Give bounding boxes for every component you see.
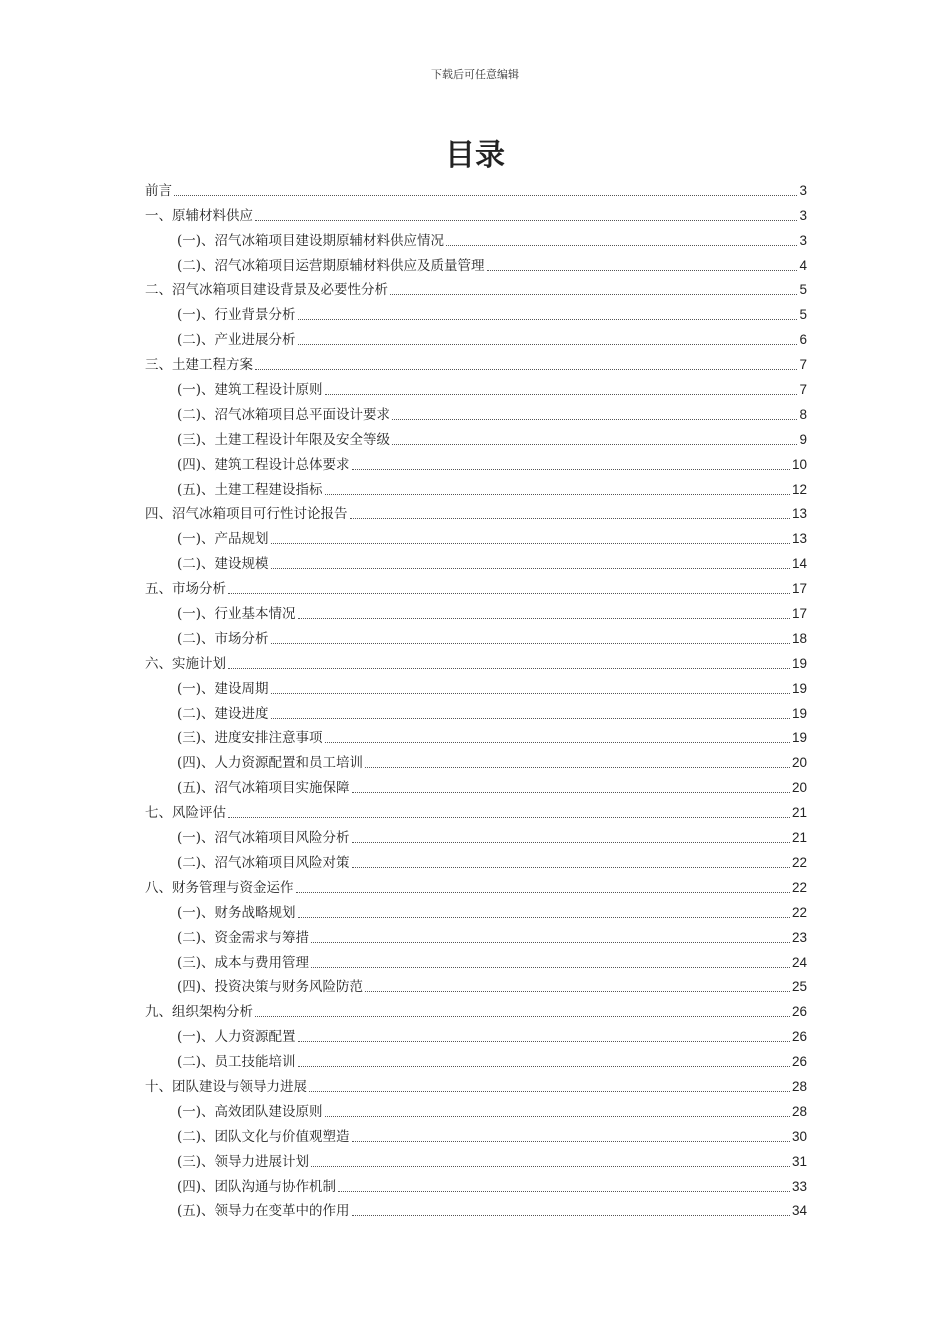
toc-entry[interactable] — [145, 1146, 807, 1171]
toc-entry[interactable] — [145, 349, 807, 374]
toc-entry-page: 6 — [799, 332, 807, 348]
toc-entry-title: (五)、沼气冰箱项目实施保障 — [177, 780, 350, 797]
toc-leader-dots — [365, 766, 790, 768]
toc-leader-dots — [311, 941, 790, 943]
toc-leader-dots — [298, 343, 798, 345]
toc-entry-title: (二)、员工技能培训 — [177, 1054, 296, 1071]
toc-entry[interactable] — [145, 1171, 807, 1196]
toc-entry-page: 5 — [799, 307, 807, 323]
toc-leader-dots — [390, 293, 797, 295]
toc-leader-dots — [228, 592, 790, 594]
toc-entry-page: 28 — [791, 1103, 807, 1119]
toc-leader-dots — [298, 1065, 790, 1067]
toc-entry-title: 四、沼气冰箱项目可行性讨论报告 — [145, 506, 348, 523]
toc-entry[interactable] — [145, 250, 807, 275]
toc-entry[interactable] — [145, 225, 807, 250]
toc-entry-title: (一)、沼气冰箱项目风险分析 — [177, 830, 350, 847]
toc-entry-title: (一)、建设周期 — [177, 680, 269, 697]
toc-leader-dots — [365, 990, 790, 992]
toc-entry-page: 7 — [799, 357, 807, 373]
toc-entry-page: 8 — [799, 406, 807, 422]
toc-entry[interactable] — [145, 523, 807, 548]
toc-leader-dots — [298, 617, 790, 619]
toc-leader-dots — [325, 393, 798, 395]
toc-entry-title: (三)、成本与费用管理 — [177, 954, 310, 971]
toc-entry[interactable] — [145, 598, 807, 623]
toc-entry[interactable] — [145, 1096, 807, 1121]
toc-entry-title: 六、实施计划 — [145, 655, 226, 672]
toc-leader-dots — [296, 891, 790, 893]
toc-entry[interactable] — [145, 623, 807, 648]
toc-entry-title: 九、组织架构分析 — [145, 1004, 253, 1021]
toc-leader-dots — [325, 493, 790, 495]
page-header: 下载后可任意编辑 — [431, 68, 519, 81]
toc-leader-dots — [392, 418, 797, 420]
toc-entry-title: (二)、市场分析 — [177, 630, 269, 647]
toc-leader-dots — [228, 667, 790, 669]
toc-entry-page: 24 — [791, 954, 807, 970]
toc-entry-title: (二)、资金需求与筹措 — [177, 929, 310, 946]
toc-leader-dots — [311, 966, 790, 968]
toc-entry-page: 13 — [791, 531, 807, 547]
toc-entry[interactable] — [145, 1046, 807, 1071]
toc-entry[interactable] — [145, 548, 807, 573]
toc-entry-title: 三、土建工程方案 — [145, 357, 253, 374]
toc-entry[interactable] — [145, 200, 807, 225]
toc-leader-dots — [446, 244, 797, 246]
toc-leader-dots — [309, 1090, 790, 1092]
toc-entry-page: 3 — [799, 182, 807, 198]
toc-entry-title: (四)、人力资源配置和员工培训 — [177, 755, 364, 772]
toc-entry[interactable] — [145, 399, 807, 424]
toc-entry-page: 20 — [791, 780, 807, 796]
toc-entry-page: 26 — [791, 1029, 807, 1045]
toc-entry[interactable] — [145, 922, 807, 947]
toc-entry-title: (一)、行业基本情况 — [177, 606, 296, 623]
toc-entry[interactable] — [145, 972, 807, 997]
toc-entry-title: 七、风险评估 — [145, 805, 226, 822]
toc-leader-dots — [352, 468, 790, 470]
toc-entry-title: (三)、土建工程设计年限及安全等级 — [177, 431, 391, 448]
toc-leader-dots — [271, 567, 790, 569]
toc-leader-dots — [255, 1015, 790, 1017]
toc-entry-page: 14 — [791, 556, 807, 572]
toc-entry-page: 10 — [791, 456, 807, 472]
toc-entry-title: (二)、建设进度 — [177, 705, 269, 722]
toc-entry-page: 33 — [791, 1178, 807, 1194]
toc-entry[interactable] — [145, 872, 807, 897]
toc-entry-title: (五)、土建工程建设指标 — [177, 481, 323, 498]
toc-entry-page: 3 — [799, 207, 807, 223]
toc-entry-page: 22 — [791, 879, 807, 895]
toc-entry[interactable] — [145, 449, 807, 474]
toc-entry[interactable] — [145, 673, 807, 698]
toc-leader-dots — [325, 741, 790, 743]
toc-leader-dots — [255, 368, 797, 370]
toc-entry-page: 12 — [791, 481, 807, 497]
toc-entry-title: (一)、人力资源配置 — [177, 1029, 296, 1046]
page-title: 目录 — [445, 138, 505, 173]
toc-entry-page: 13 — [791, 506, 807, 522]
toc-entry-page: 28 — [791, 1078, 807, 1094]
toc-entry-title: 八、财务管理与资金运作 — [145, 879, 294, 896]
toc-leader-dots — [352, 1140, 790, 1142]
toc-entry-title: (三)、领导力进展计划 — [177, 1153, 310, 1170]
table-of-contents — [145, 175, 807, 1220]
toc-entry[interactable] — [145, 374, 807, 399]
toc-entry[interactable] — [145, 822, 807, 847]
toc-leader-dots — [271, 717, 790, 719]
toc-leader-dots — [338, 1190, 790, 1192]
toc-entry-page: 5 — [799, 282, 807, 298]
toc-leader-dots — [392, 443, 797, 445]
toc-entry[interactable] — [145, 1196, 807, 1221]
toc-entry-page: 20 — [791, 755, 807, 771]
toc-entry-page: 17 — [791, 606, 807, 622]
toc-entry[interactable] — [145, 847, 807, 872]
toc-entry[interactable] — [145, 1071, 807, 1096]
toc-entry-title: (二)、沼气冰箱项目总平面设计要求 — [177, 406, 391, 423]
toc-entry[interactable] — [145, 897, 807, 922]
toc-entry-title: (三)、进度安排注意事项 — [177, 730, 323, 747]
toc-entry-page: 9 — [799, 431, 807, 447]
toc-entry[interactable] — [145, 648, 807, 673]
toc-entry-title: (二)、产业进展分析 — [177, 332, 296, 349]
toc-entry-page: 21 — [791, 805, 807, 821]
toc-entry-page: 19 — [791, 655, 807, 671]
toc-leader-dots — [352, 866, 790, 868]
toc-entry-page: 22 — [791, 904, 807, 920]
toc-leader-dots — [298, 318, 798, 320]
toc-leader-dots — [271, 642, 790, 644]
toc-entry-title: 前言 — [145, 182, 172, 199]
toc-entry-page: 3 — [799, 232, 807, 248]
toc-entry-title: 十、团队建设与领导力进展 — [145, 1078, 307, 1095]
toc-entry-page: 19 — [791, 730, 807, 746]
toc-leader-dots — [311, 1165, 790, 1167]
toc-entry-title: (一)、行业背景分析 — [177, 307, 296, 324]
toc-entry-title: (一)、建筑工程设计原则 — [177, 382, 323, 399]
toc-entry-page: 34 — [791, 1203, 807, 1219]
toc-leader-dots — [487, 269, 798, 271]
toc-entry-page: 23 — [791, 929, 807, 945]
toc-entry-title: (二)、团队文化与价值观塑造 — [177, 1128, 350, 1145]
toc-entry-page: 18 — [791, 630, 807, 646]
toc-entry-title: (一)、产品规划 — [177, 531, 269, 548]
toc-entry-title: (四)、团队沟通与协作机制 — [177, 1178, 337, 1195]
toc-entry-page: 26 — [791, 1004, 807, 1020]
toc-entry-title: (五)、领导力在变革中的作用 — [177, 1203, 350, 1220]
toc-leader-dots — [271, 542, 790, 544]
toc-entry-page: 31 — [791, 1153, 807, 1169]
toc-entry-title: (二)、沼气冰箱项目风险对策 — [177, 854, 350, 871]
toc-entry[interactable] — [145, 772, 807, 797]
toc-entry-page: 17 — [791, 581, 807, 597]
toc-entry-page: 26 — [791, 1054, 807, 1070]
toc-entry-page: 19 — [791, 705, 807, 721]
toc-leader-dots — [352, 791, 790, 793]
toc-entry[interactable] — [145, 299, 807, 324]
toc-entry-title: (一)、财务战略规划 — [177, 904, 296, 921]
toc-entry-page: 19 — [791, 680, 807, 696]
toc-entry[interactable] — [145, 723, 807, 748]
toc-leader-dots — [298, 916, 790, 918]
toc-entry-title: 五、市场分析 — [145, 581, 226, 598]
toc-entry-title: 一、原辅材料供应 — [145, 207, 253, 224]
toc-entry-title: (二)、沼气冰箱项目运营期原辅材料供应及质量管理 — [177, 257, 485, 274]
toc-leader-dots — [271, 692, 790, 694]
toc-leader-dots — [298, 1040, 790, 1042]
toc-entry-page: 4 — [799, 257, 807, 273]
toc-leader-dots — [255, 219, 797, 221]
toc-entry-page: 21 — [791, 830, 807, 846]
toc-entry[interactable] — [145, 747, 807, 772]
toc-entry[interactable] — [145, 424, 807, 449]
toc-entry-page: 30 — [791, 1128, 807, 1144]
toc-leader-dots — [228, 816, 790, 818]
toc-entry[interactable] — [145, 474, 807, 499]
toc-leader-dots — [350, 517, 790, 519]
toc-entry[interactable] — [145, 947, 807, 972]
toc-entry-page: 22 — [791, 854, 807, 870]
toc-entry[interactable] — [145, 175, 807, 200]
toc-leader-dots — [352, 1214, 790, 1216]
toc-entry-title: 二、沼气冰箱项目建设背景及必要性分析 — [145, 282, 388, 299]
toc-entry-page: 7 — [799, 382, 807, 398]
toc-entry[interactable] — [145, 499, 807, 524]
toc-entry[interactable] — [145, 698, 807, 723]
toc-entry[interactable] — [145, 275, 807, 300]
toc-leader-dots — [174, 194, 797, 196]
toc-entry-title: (四)、建筑工程设计总体要求 — [177, 456, 350, 473]
toc-entry[interactable] — [145, 573, 807, 598]
toc-entry-title: (一)、高效团队建设原则 — [177, 1103, 323, 1120]
toc-entry-title: (一)、沼气冰箱项目建设期原辅材料供应情况 — [177, 232, 445, 249]
toc-entry[interactable] — [145, 1121, 807, 1146]
toc-entry-title: (四)、投资决策与财务风险防范 — [177, 979, 364, 996]
toc-leader-dots — [352, 841, 790, 843]
toc-entry[interactable] — [145, 1021, 807, 1046]
toc-entry-title: (二)、建设规模 — [177, 556, 269, 573]
toc-entry[interactable] — [145, 797, 807, 822]
toc-entry-page: 25 — [791, 979, 807, 995]
toc-entry[interactable] — [145, 324, 807, 349]
toc-leader-dots — [325, 1115, 790, 1117]
toc-entry[interactable] — [145, 996, 807, 1021]
